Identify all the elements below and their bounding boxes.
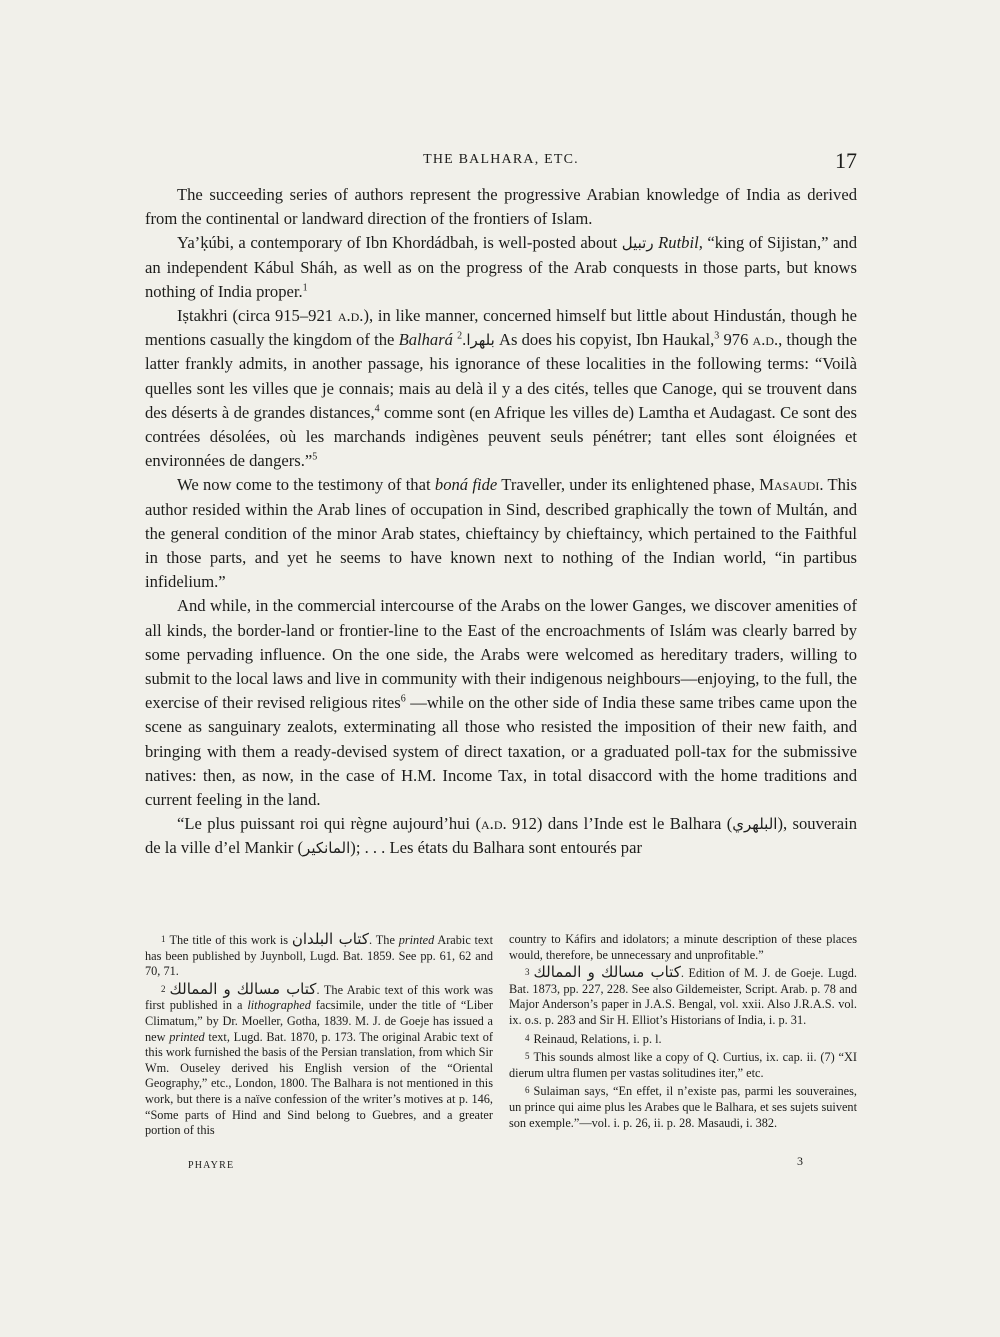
footnote-2: 2 كتاب مسالك و الممالك. The Arabic text of this work was first published in a lithographed facsimile, under the title of “Liber Climatum,” by Dr. Moeller, Gotha, 1839. M. J. de Goeje has issued a new printed text, Lugd. Bat. 1870, p. 173. The original Arabic text of this work furnished the basis of the Persian translation, from which Sir Wm. Ouseley derived his English version of the “Oriental Geography,” etc., London, 1800. The Balhara is not mentioned in this work, but there is a naïve confession of the writer’s motives at p. 146, “Some parts of Hind and Sind belong to Guebres, and a greater portion of this (145, 979, 494, 1138)
arabic-mankir: المانكير (303, 839, 351, 858)
paragraph-2: Ya’ḳúbi, a contemporary of Ibn Khordádbah, is well-posted about رتبيل Rutbil, “king of Sijistan,” and an independent Kábul Sháh, as well as on the progress of the Arab conquests in those parts, but knows nothing of India proper.$^1$ (145, 233, 857, 301)
footnote-ref-3: 3 (714, 330, 720, 342)
footnotes (145, 932, 857, 1141)
footnote-2-continued: country to Káfirs and idolators; a minute description of these places would, therefore, be unnecessary and unprofitable.” (509, 932, 857, 962)
footnote-3: 3 كتاب مسالك و الممالك. Edition of M. J. de Goeje. Lugd. Bat. 1873, pp. 227, 228. See also Gildemeister, Script. Arab. p. 78 and Major Anderson’s paper in J.A.S. Bengal, vol. xxii. Also J.R.A.S. vol. ix. o.s. p. 283 and Sir H. Elliot’s Historians of India, i. p. 31. (509, 963, 858, 1027)
running-head (145, 148, 857, 172)
footnote-ref-4: 4 (374, 403, 380, 415)
footnote-ref-1: 1 (302, 282, 308, 294)
footnote-5: 5 This sounds almost like a copy of Q. Curtius, ix. cap. ii. (7) “XI dierum ultra flumen per vastas solitudines iter,” etc. (509, 1050, 857, 1080)
paragraph-6: “Le plus puissant roi qui règne aujourd’hui (a.d. 912) dans l’Inde est le Balhara (البلهري), souverain de la ville d’el Mankir (المانكير); . . . Les états du Balhara sont entourés par (145, 814, 858, 858)
paragraph-3: Iṣtakhri (circa 915–921 a.d.), in like manner, concerned himself but little about Hindustán, though he mentions casually the kingdom of the Balhará بلهرا.$^2$ As does his copyist, Ibn Haukal,$^3$ 976 a.d., though the latter frankly admits, in another passage, his ignorance of these localities in the following terms: “Voilà quelles sont les villes que je connais; mais au delà il y a des cités, telles que Canoge, qui se trouvent dans des déserts à de grandes distances,$^4$ comme sont (en Afrique les villes de) Lamtha et Audagast. Ce sont des contrées désolées, où les marchands indigènes peuvent seuls pénétrer; tant elles sont éloignées et environnées de dangers.”$^5$ (145, 306, 858, 471)
footnote-1: 1 The title of this work is كتاب البلدان. The printed Arabic text has been published by Juynboll, Lugd. Bat. 1859. See pp. 61, 62 and 70, 71. (145, 930, 493, 979)
sheet-signature-mark: 3 (797, 1154, 803, 1168)
paragraph-4: We now come to the testimony of that boná fide Traveller, under its enlightened phase, Masaudi. This author resided within the Arab lines of occupation in Sind, described graphically the town of Multán, and the general condition of the minor Arab states, chieftaincy by chieftaincy, which pertained to the Faithful in those parts, and yet he seems to have known next to nothing of the Indian world, “in partibus infidelium.” (145, 475, 857, 592)
paragraph-5: And while, in the commercial intercourse of the Arabs on the lower Ganges, we discover amenities of all kinds, the border-land or frontier-line to the East of the encroachments of Islám was clearly barred by some pervading influence. On the one side, the Arabs were welcomed as hereditary traders, willing to submit to the local laws and live in community with their indigenous neighbours—enjoying, to the full, the exercise of their revised religious rites$^6$ —while on the other side of India these same tribes came upon the scene as sanguinary zealots, exterminating all those who resisted the imposition of their new faith, and bringing with them a ready-devised system of direct taxation, or a graduated poll-tax for the submissive natives: then, as now, in the case of H.M. Income Tax, in total disaccord with the home traditions and current feeling in the land. (145, 596, 857, 810)
running-title: THE BALHARA, ETC. (423, 152, 579, 167)
footnote-ref-5: 5 (312, 451, 318, 463)
footnote-6: 6 Sulaiman says, “En effet, il n’existe pas, parmi les souveraines, un prince qui aime plus les Arabes que le Balhara, et ses sujets suivent son exemple.”—vol. i. p. 26, ii. p. 28. Masaudi, i. 382. (509, 1084, 857, 1130)
arabic-balhara: بلهرا (466, 331, 495, 350)
page-number: 17 (835, 148, 857, 173)
footnotes-left-column (145, 932, 493, 1141)
footnote-ref-2: 2 (457, 330, 463, 342)
arabic-rutbil: رتبيل (621, 234, 654, 253)
footnote-4: 4 Reinaud, Relations, i. p. l. (525, 1031, 662, 1046)
footnote-ref-6: 6 (400, 693, 406, 705)
body-text (145, 183, 857, 861)
paragraph-1: The succeeding series of authors represent the progressive Arabian knowledge of India as derived from the continental or landward direction of the frontiers of Islam. (145, 185, 857, 229)
arabic-balhari: البلهري (732, 815, 778, 834)
printer-signature: PHAYRE (188, 1160, 235, 1171)
footnotes-right-column (509, 932, 857, 1141)
